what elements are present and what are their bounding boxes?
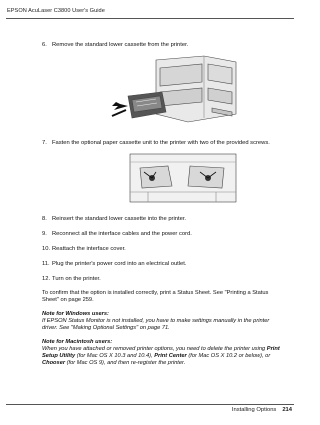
- page-number: 214: [282, 407, 292, 413]
- step-number: 10.: [42, 246, 51, 252]
- step-text: Reconnect all the interface cables and the power cord.: [52, 231, 192, 237]
- step-text: Reinsert the standard lower cassette into the printer.: [52, 216, 187, 222]
- note-windows-body: If EPSON Status Monitor is not installed, you have to make settings manually in the printer driver. See "Making Optional Settings" on page 71.: [42, 318, 270, 331]
- step-number: 7.: [42, 140, 47, 146]
- step-number: 9.: [42, 231, 47, 237]
- step-text: Fasten the optional paper cassette unit to the printer with two of the provided screws.: [52, 140, 270, 146]
- step-number: 11.: [42, 261, 50, 267]
- note-mac-text-2: (for Mac OS X 10.3 and 10.4),: [75, 353, 155, 359]
- step-11: [42, 261, 187, 268]
- note-windows: [42, 311, 282, 332]
- step-text: Reattach the interface cover.: [52, 246, 126, 252]
- note-mac-text-4: (for Mac OS 9), and then re-register the printer.: [65, 360, 186, 366]
- remove-cassette-illustration: [108, 52, 258, 127]
- step-number: 12.: [42, 276, 51, 282]
- note-mac-title: Note for Macintosh users:: [42, 339, 113, 345]
- note-mac-body: [42, 346, 282, 367]
- print-center-term: Print Center: [154, 353, 187, 359]
- step-number: 6.: [42, 42, 47, 48]
- note-windows-title: Note for Windows users:: [42, 311, 109, 317]
- page-header: EPSON AcuLaser C3800 User's Guide: [7, 8, 105, 14]
- header-divider: [6, 18, 294, 19]
- fasten-screws-illustration: [128, 152, 238, 204]
- step-7: [42, 140, 270, 147]
- footer-divider: [6, 404, 294, 405]
- step-text: Turn on the printer.: [52, 276, 101, 282]
- note-mac-text-1: When you have attached or removed printer options, you need to delete the printer using: [42, 346, 267, 352]
- chooser-term: Chooser: [42, 360, 66, 366]
- step-6: [42, 42, 188, 49]
- print-setup-utility-term: Print Setup Utility: [42, 346, 280, 359]
- page-footer: [232, 407, 292, 413]
- step-8: [42, 216, 186, 223]
- step-text: Remove the standard lower cassette from the printer.: [52, 42, 189, 48]
- step-10: [42, 246, 126, 253]
- step-number: 8.: [42, 216, 47, 222]
- note-mac-text-3: (for Mac OS X 10.2 or below), or: [186, 353, 271, 359]
- step-12: [42, 276, 101, 283]
- confirm-paragraph: To confirm that the option is installed correctly, print a Status Sheet. See "Printing a Status Sheet" on page 259.: [42, 290, 269, 303]
- footer-section: Installing Options: [231, 407, 277, 413]
- note-mac: [42, 339, 282, 367]
- step-text: Plug the printer's power cord into an electrical outlet.: [52, 261, 187, 267]
- step-9: [42, 231, 192, 238]
